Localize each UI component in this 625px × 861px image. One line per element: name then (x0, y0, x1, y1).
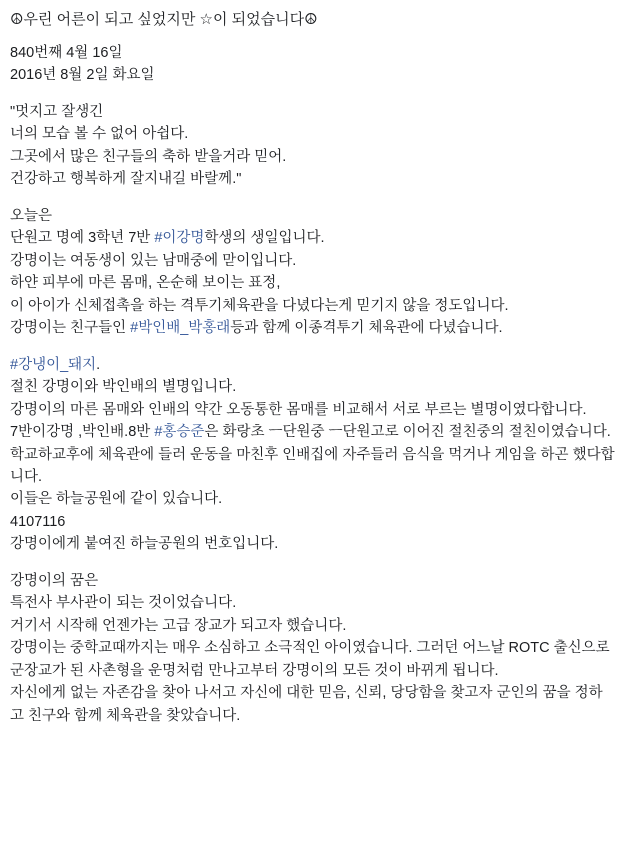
body-line-7-suffix: . (96, 356, 101, 373)
body-line-13: 4107116 (10, 513, 66, 530)
body-line-16: 특전사 부사관이 되는 것이었습니다. (10, 595, 237, 612)
body-line-19: 자신에게 없는 자존감을 찾아 나서고 자신에 대한 믿음, 신뢰, 당당함을 찾고자 군인의 꿈을 정하고 친구와 함께 체육관을 찾았습니다. (10, 685, 603, 724)
body-line-18: 강명이는 중학교때까지는 매우 소심하고 소극적인 아이였습니다. 그러던 어느날 ROTC 출신으로 군장교가 된 사촌형을 운명처럼 만나고부터 강명이의 모든 것이 바뀌게 됩니다. (10, 640, 614, 679)
spacer (10, 556, 615, 570)
body-line-7 (10, 354, 615, 376)
quote-line-3: 그곳에서 많은 친구들의 축하 받을거라 믿어. (10, 148, 287, 165)
hashtag-hong-seungjun[interactable]: #홍승준 (154, 424, 205, 441)
body-line-12: 이들은 하늘공원에 같이 있습니다. (10, 491, 223, 508)
spacer (10, 87, 615, 101)
body-line-6-suffix: 등과 함께 이종격투기 체육관에 다녔습니다. (230, 320, 503, 337)
body-line-11: 학교하교후에 체육관에 들러 운동을 마친후 인배집에 자주들러 음식을 먹거나 게임을 하곤 했다합니다. (10, 446, 615, 485)
quote-line-2: 너의 모습 볼 수 없어 아쉽다. (10, 126, 189, 143)
hashtag-park-inbae-park-hongrae[interactable]: #박인배_박홍래 (130, 320, 231, 337)
quote-line-4: 건강하고 행복하게 잘지내길 바랄께." (10, 171, 242, 188)
body-line-10 (10, 421, 615, 443)
post-meta-line-1: 840번째 4월 16일 (10, 45, 123, 61)
body-line-6 (10, 317, 615, 339)
body-line-4: 하얀 피부에 마른 몸매, 온순해 보이는 표정, (10, 275, 281, 292)
body-line-1: 오늘은 (10, 207, 53, 224)
body-line-2 (10, 227, 615, 249)
body-line-2-prefix: 단원고 명예 3학년 7반 (10, 230, 155, 247)
spacer (10, 191, 615, 205)
body-line-15: 강명이의 꿈은 (10, 572, 99, 589)
hashtag-gangnaengi-dwaeji[interactable]: #강냉이_돼지 (10, 356, 97, 373)
body-line-14: 강명이에게 붙여진 하늘공원의 번호입니다. (10, 536, 279, 553)
body-line-6-prefix: 강명이는 친구들인 (10, 320, 131, 337)
body-line-9: 강명이의 마른 몸매와 인배의 약간 오동통한 몸매를 비교해서 서로 부르는 별명이였다합니다. (10, 401, 587, 418)
body-line-17: 거기서 시작해 언젠가는 고급 장교가 되고자 했습니다. (10, 617, 347, 634)
post-headline: ☮우린 어른이 되고 싶었지만 ☆이 되었습니다☮ (10, 11, 318, 28)
body-line-10-suffix: 은 화랑초 ㅡ단원중 ㅡ단원고로 이어진 절친중의 절친이였습니다. (204, 424, 611, 441)
spacer (10, 340, 615, 354)
body-line-10-prefix: 7반이강명 ,박인배.8반 (10, 424, 155, 441)
hashtag-lee-kangmyeong[interactable]: #이강명 (154, 230, 205, 247)
quote-line-1: "멋지고 잘생긴 (10, 103, 104, 120)
body-line-3: 강명이는 여동생이 있는 남매중에 맏이입니다. (10, 252, 297, 269)
body-line-2-suffix: 학생의 생일입니다. (204, 230, 325, 247)
post-meta-line-2: 2016년 8월 2일 화요일 (10, 67, 155, 84)
body-line-5: 이 아이가 신체접촉을 하는 격투기체육관을 다녔다는게 믿기지 않을 정도입니다. (10, 297, 509, 314)
body-line-8: 절친 강명이와 박인배의 별명입니다. (10, 379, 237, 396)
